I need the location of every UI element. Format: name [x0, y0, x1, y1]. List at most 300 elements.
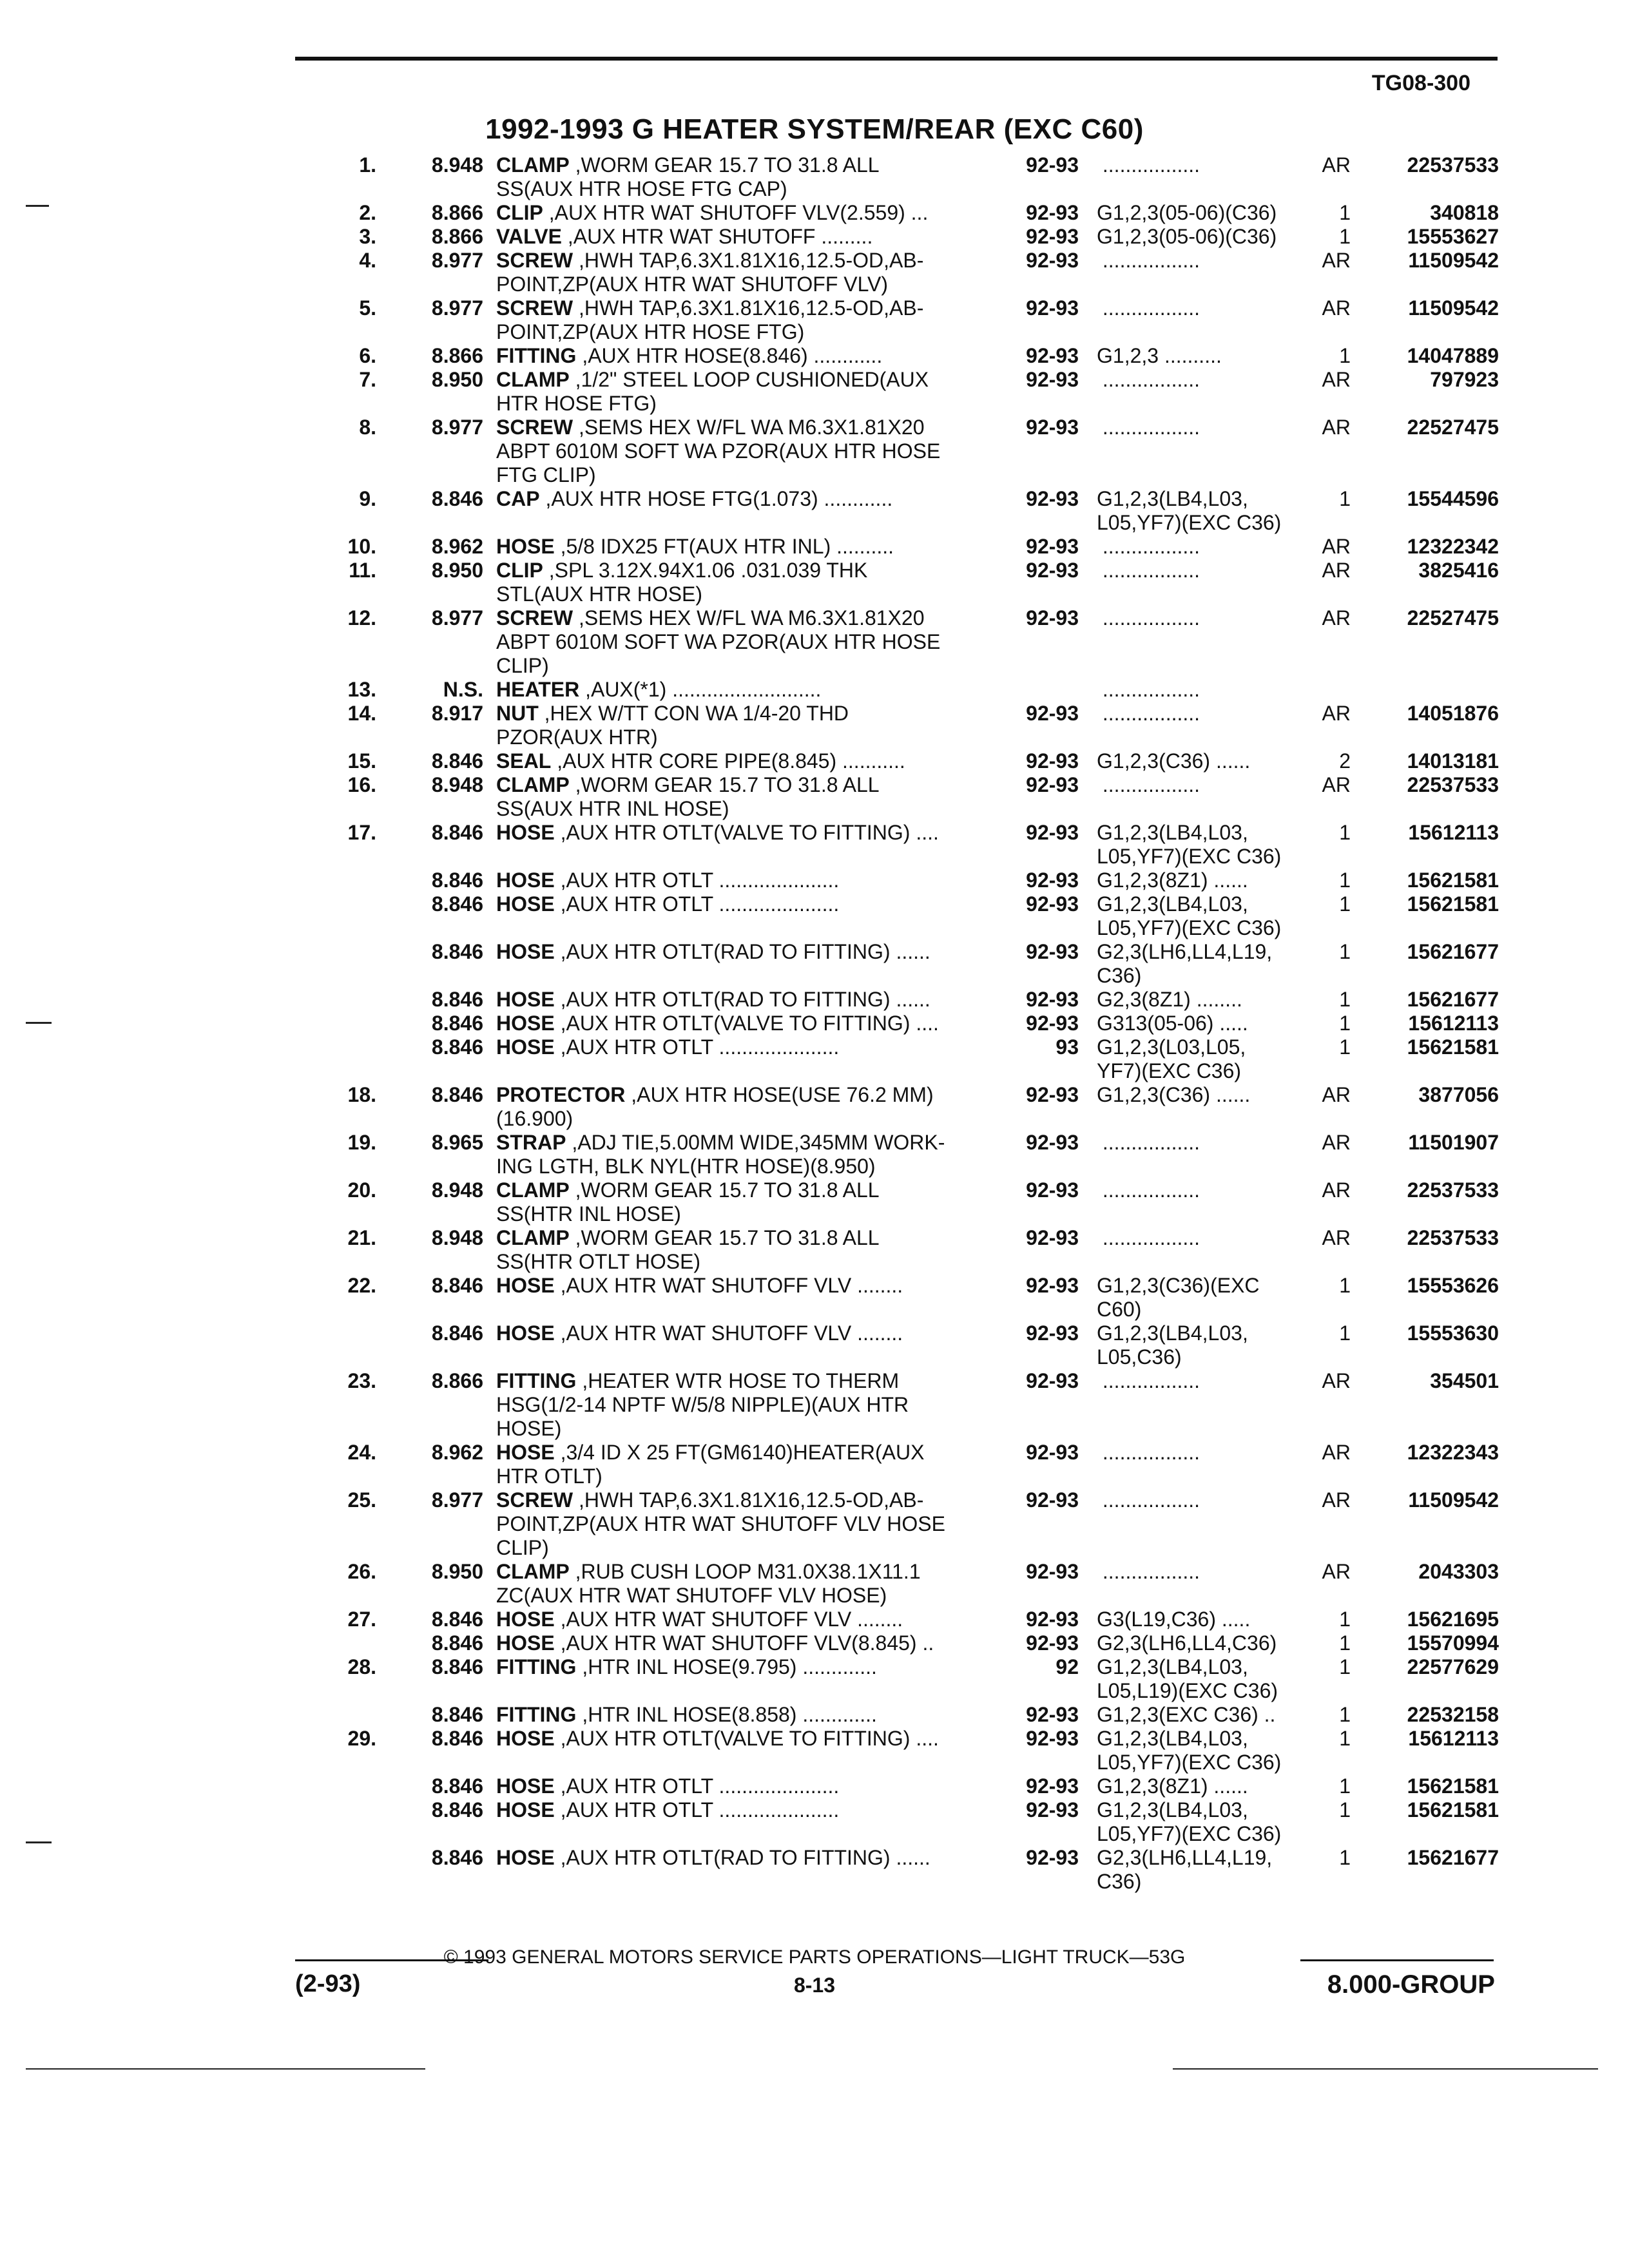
quantity: [1318, 1465, 1351, 1488]
model-years: [996, 177, 1079, 201]
group-number: 8.846: [431, 1035, 483, 1059]
description: [496, 1488, 996, 1512]
part-description: ,AUX HTR OTLT(VALVE TO FITTING) ....: [554, 1012, 939, 1035]
part-name: NUT: [496, 702, 539, 725]
usage: L05,L19)(EXC C36): [1097, 1679, 1278, 1702]
usage: [1097, 1107, 1318, 1131]
part-description: ,AUX HTR WAT SHUTOFF VLV ........: [554, 1608, 903, 1631]
ref-number: [309, 654, 376, 678]
ref-number: 11.: [349, 559, 376, 582]
part-name: FITTING: [496, 344, 577, 367]
part-name: SEAL: [496, 749, 552, 773]
description: [496, 1107, 996, 1131]
table-row: [309, 964, 1499, 988]
usage: .................: [1097, 1369, 1200, 1392]
table-row: [309, 1727, 1499, 1751]
usage: .................: [1097, 153, 1200, 177]
quantity: AR: [1322, 1441, 1351, 1464]
description: [496, 559, 996, 582]
part-name: HOSE: [496, 1441, 555, 1464]
ref-number: [309, 892, 376, 916]
usage: .................: [1097, 1488, 1200, 1512]
model-years: 92-93: [1026, 1846, 1079, 1869]
model-years: 92-93: [1026, 559, 1079, 582]
part-number: [1351, 582, 1499, 606]
quantity: 1: [1339, 869, 1351, 892]
ref-number: [309, 511, 376, 535]
part-number: 15621581: [1407, 1035, 1499, 1059]
page-code: TG08-300: [1371, 71, 1470, 95]
part-number: 22537533: [1407, 153, 1499, 177]
table-row: [309, 1512, 1499, 1536]
model-years: [996, 392, 1079, 416]
quantity: 1: [1339, 821, 1351, 844]
usage: G2,3(8Z1) ........: [1097, 988, 1242, 1011]
description: [496, 416, 996, 439]
description: [496, 201, 996, 225]
quantity: [1318, 392, 1351, 416]
quantity: [1318, 678, 1351, 702]
model-years: [996, 1202, 1079, 1226]
group-number: 8.846: [431, 1655, 483, 1678]
quantity: AR: [1322, 368, 1351, 391]
usage: [1097, 1417, 1318, 1441]
table-row: [309, 463, 1499, 487]
table-row: [309, 1250, 1499, 1274]
quantity: [1318, 916, 1351, 940]
part-number: [1351, 392, 1499, 416]
part-number: [1351, 1298, 1499, 1321]
part-number: [1351, 1679, 1499, 1703]
table-row: [309, 726, 1499, 749]
group-number: [376, 1250, 483, 1274]
model-years: [996, 1107, 1079, 1131]
usage: G1,2,3(C36)(EXC: [1097, 1274, 1260, 1297]
part-number: [1351, 1107, 1499, 1131]
part-name: PROTECTOR: [496, 1083, 626, 1106]
description: [496, 1751, 996, 1774]
table-row: [309, 201, 1499, 225]
group-number: 8.846: [431, 1274, 483, 1297]
part-description: POINT,ZP(AUX HTR WAT SHUTOFF VLV): [496, 273, 889, 296]
model-years: 92-93: [1026, 1226, 1079, 1249]
group-number: 8.846: [431, 1798, 483, 1821]
quantity: AR: [1322, 773, 1351, 796]
usage: [1097, 726, 1318, 749]
quantity: [1318, 1059, 1351, 1083]
usage: G1,2,3(LB4,L03,: [1097, 892, 1248, 916]
description: [496, 344, 996, 368]
ref-number: 23.: [347, 1369, 376, 1392]
part-number: 11509542: [1408, 296, 1499, 320]
part-description: ,SEMS HEX W/FL WA M6.3X1.81X20: [573, 606, 925, 629]
usage: .................: [1097, 368, 1200, 391]
description: [496, 940, 996, 964]
part-description: ,AUX HTR HOSE(USE 76.2 MM): [625, 1083, 934, 1106]
model-years: [996, 1536, 1079, 1560]
quantity: 1: [1339, 225, 1351, 248]
ref-number: 10.: [347, 535, 376, 558]
quantity: 1: [1339, 201, 1351, 224]
part-description: ,AUX HTR WAT SHUTOFF VLV(8.845) ..: [554, 1631, 934, 1655]
group-number: [376, 582, 483, 606]
description: [496, 1465, 996, 1488]
group-number: 8.846: [431, 869, 483, 892]
part-description: ABPT 6010M SOFT WA PZOR(AUX HTR HOSE: [496, 439, 941, 463]
group-number: 8.846: [431, 1727, 483, 1750]
part-name: HOSE: [496, 1846, 555, 1869]
part-number: 11501907: [1408, 1131, 1499, 1154]
part-description: ,AUX HTR OTLT .....................: [554, 869, 840, 892]
model-years: [996, 916, 1079, 940]
description: [496, 1417, 996, 1441]
table-row: [309, 1274, 1499, 1298]
model-years: 92: [1055, 1655, 1079, 1678]
group-number: 8.977: [431, 416, 483, 439]
part-number: [1351, 1536, 1499, 1560]
scan-line: [26, 2068, 425, 2070]
ref-number: 29.: [347, 1727, 376, 1750]
description: [496, 1345, 996, 1369]
model-years: 92-93: [1026, 153, 1079, 177]
part-number: 15621581: [1407, 1774, 1499, 1798]
ref-number: [309, 1584, 376, 1608]
part-description: ,AUX HTR WAT SHUTOFF .........: [561, 225, 873, 248]
table-row: [309, 1345, 1499, 1369]
table-row: [309, 1679, 1499, 1703]
ref-number: [309, 1631, 376, 1655]
table-row: [309, 1131, 1499, 1155]
table-row: [309, 153, 1499, 177]
part-name: HOSE: [496, 821, 555, 844]
quantity: [1318, 964, 1351, 988]
table-row: [309, 344, 1499, 368]
part-number: [1351, 177, 1499, 201]
group-number: [376, 916, 483, 940]
usage: G1,2,3(8Z1) ......: [1097, 1774, 1248, 1798]
part-number: 14051876: [1407, 702, 1499, 725]
usage: .................: [1097, 249, 1200, 272]
part-name: FITTING: [496, 1369, 577, 1392]
quantity: 2: [1339, 749, 1351, 773]
part-number: [1351, 1822, 1499, 1846]
usage: [1097, 1512, 1318, 1536]
usage: C60): [1097, 1298, 1142, 1321]
quantity: [1318, 726, 1351, 749]
part-description: ,ADJ TIE,5.00MM WIDE,345MM WORK-: [566, 1131, 945, 1154]
part-number: [1351, 1751, 1499, 1774]
ref-number: [309, 1536, 376, 1560]
table-row: [309, 1846, 1499, 1870]
part-description: ,HWH TAP,6.3X1.81X16,12.5-OD,AB-: [573, 296, 924, 320]
table-row: [309, 1083, 1499, 1107]
usage: G1,2,3(05-06)(C36): [1097, 201, 1277, 224]
table-row: [309, 1298, 1499, 1321]
part-number: [1351, 797, 1499, 821]
ref-number: [309, 630, 376, 654]
description: [496, 1393, 996, 1417]
usage: C36): [1097, 964, 1142, 987]
description: [496, 320, 996, 344]
ref-number: [309, 392, 376, 416]
quantity: [1318, 1822, 1351, 1846]
table-row: [309, 1441, 1499, 1465]
part-number: 15553626: [1407, 1274, 1499, 1297]
description: [496, 988, 996, 1012]
usage: G1,2,3(05-06)(C36): [1097, 225, 1277, 248]
table-row: [309, 1178, 1499, 1202]
quantity: AR: [1322, 1369, 1351, 1392]
table-row: [309, 845, 1499, 869]
model-years: [996, 463, 1079, 487]
quantity: [1318, 320, 1351, 344]
model-years: 92-93: [1026, 869, 1079, 892]
usage: [1097, 1536, 1318, 1560]
ref-number: [309, 940, 376, 964]
part-number: 15553627: [1407, 225, 1499, 248]
ref-number: [309, 1250, 376, 1274]
ref-number: 1.: [359, 153, 376, 177]
group-number: 8.846: [431, 1321, 483, 1345]
top-rule: [295, 57, 1498, 61]
usage: [1097, 1155, 1318, 1178]
model-years: [996, 1059, 1079, 1083]
ref-number: 15.: [347, 749, 376, 773]
description: [496, 1870, 996, 1894]
usage: L05,C36): [1097, 1345, 1182, 1369]
part-number: 11509542: [1408, 249, 1499, 272]
part-number: 15621581: [1407, 892, 1499, 916]
part-number: [1351, 273, 1499, 296]
model-years: [996, 1250, 1079, 1274]
group-number: 8.846: [431, 821, 483, 844]
part-description: ,HTR INL HOSE(9.795) .............: [576, 1655, 877, 1678]
part-name: HOSE: [496, 1631, 555, 1655]
group-number: [376, 1512, 483, 1536]
part-description: ,AUX HTR OTLT .....................: [554, 1035, 840, 1059]
ref-number: 9.: [359, 487, 376, 510]
model-years: 92-93: [1026, 1131, 1079, 1154]
model-years: 92-93: [1026, 1369, 1079, 1392]
table-row: [309, 1035, 1499, 1059]
group-number: 8.846: [431, 1703, 483, 1726]
part-number: [1351, 1417, 1499, 1441]
model-years: 92-93: [1026, 1608, 1079, 1631]
part-number: 15621677: [1407, 940, 1499, 963]
ref-number: 26.: [347, 1560, 376, 1583]
table-row: [309, 177, 1499, 201]
usage: [1097, 1202, 1318, 1226]
usage: [1097, 630, 1318, 654]
ref-number: [309, 1751, 376, 1774]
usage: C36): [1097, 1870, 1142, 1893]
part-number: 22537533: [1407, 1226, 1499, 1249]
usage: [1097, 392, 1318, 416]
ref-number: [309, 988, 376, 1012]
description: [496, 1250, 996, 1274]
ref-number: 12.: [347, 606, 376, 629]
part-name: CLAMP: [496, 1178, 570, 1202]
group-number: [376, 439, 483, 463]
group-number: 8.846: [431, 1608, 483, 1631]
part-number: [1351, 1870, 1499, 1894]
part-number: [1351, 1059, 1499, 1083]
group-number: 8.846: [431, 892, 483, 916]
table-row: [309, 606, 1499, 630]
usage: G1,2,3(LB4,L03,: [1097, 821, 1248, 844]
description: [496, 1226, 996, 1250]
part-name: HOSE: [496, 1035, 555, 1059]
ref-number: 7.: [359, 368, 376, 391]
table-row: [309, 773, 1499, 797]
ref-number: [309, 1870, 376, 1894]
quantity: 1: [1339, 1655, 1351, 1678]
usage: G2,3(LH6,LL4,C36): [1097, 1631, 1277, 1655]
description: [496, 845, 996, 869]
table-row: [309, 940, 1499, 964]
model-years: 92-93: [1026, 296, 1079, 320]
table-row: [309, 1536, 1499, 1560]
part-name: CLAMP: [496, 1560, 570, 1583]
group-number: [376, 845, 483, 869]
part-description: ,AUX HTR OTLT(RAD TO FITTING) ......: [554, 988, 930, 1011]
table-row: [309, 225, 1499, 249]
ref-number: [309, 1321, 376, 1345]
quantity: 1: [1339, 1727, 1351, 1750]
group-number: 8.866: [431, 1369, 483, 1392]
group-number: 8.977: [431, 1488, 483, 1512]
description: [496, 1727, 996, 1751]
usage: .................: [1097, 678, 1200, 701]
group-number: [376, 511, 483, 535]
quantity: AR: [1322, 1083, 1351, 1106]
part-description: ,WORM GEAR 15.7 TO 31.8 ALL: [569, 1226, 880, 1249]
description: [496, 177, 996, 201]
part-name: HOSE: [496, 988, 555, 1011]
usage: .................: [1097, 1131, 1200, 1154]
part-description: STL(AUX HTR HOSE): [496, 582, 703, 606]
group-number: 8.977: [431, 249, 483, 272]
group-number: [376, 726, 483, 749]
part-number: [1351, 654, 1499, 678]
description: [496, 1178, 996, 1202]
quantity: 1: [1339, 1274, 1351, 1297]
part-name: FITTING: [496, 1655, 577, 1678]
ref-number: [309, 1393, 376, 1417]
group-number: 8.846: [431, 1083, 483, 1106]
quantity: 1: [1339, 344, 1351, 367]
quantity: [1318, 654, 1351, 678]
part-description: CLIP): [496, 654, 549, 677]
table-row: [309, 249, 1499, 273]
part-description: PZOR(AUX HTR): [496, 726, 658, 749]
part-number: 15544596: [1407, 487, 1499, 510]
ref-number: 20.: [347, 1178, 376, 1202]
model-years: 92-93: [1026, 1798, 1079, 1821]
model-years: [996, 273, 1079, 296]
part-name: HOSE: [496, 1321, 555, 1345]
usage: .................: [1097, 773, 1200, 796]
model-years: 92-93: [1026, 1321, 1079, 1345]
description: [496, 1059, 996, 1083]
part-number: [1351, 678, 1499, 702]
quantity: AR: [1322, 1226, 1351, 1249]
group-number: 8.846: [431, 1774, 483, 1798]
table-row: [309, 1226, 1499, 1250]
quantity: [1318, 630, 1351, 654]
group-number: 8.977: [431, 606, 483, 629]
ref-number: [309, 1679, 376, 1703]
description: [496, 892, 996, 916]
description: [496, 654, 996, 678]
description: [496, 797, 996, 821]
part-description: HOSE): [496, 1417, 562, 1440]
description: [496, 1274, 996, 1298]
ref-number: 28.: [347, 1655, 376, 1678]
group-number: 8.950: [431, 1560, 483, 1583]
group-number: [376, 1059, 483, 1083]
model-years: [996, 439, 1079, 463]
table-row: [309, 582, 1499, 606]
part-description: ,5/8 IDX25 FT(AUX HTR INL) ..........: [554, 535, 894, 558]
part-name: HEATER: [496, 678, 580, 701]
model-years: [996, 964, 1079, 988]
usage: G1,2,3(C36) ......: [1097, 1083, 1251, 1106]
quantity: AR: [1322, 1131, 1351, 1154]
table-row: [309, 1488, 1499, 1512]
group-number: 8.950: [431, 368, 483, 391]
part-number: 22537533: [1407, 1178, 1499, 1202]
description: [496, 153, 996, 177]
ref-number: [309, 964, 376, 988]
quantity: [1318, 1393, 1351, 1417]
description: [496, 1703, 996, 1727]
ref-number: [309, 1846, 376, 1870]
part-description: ABPT 6010M SOFT WA PZOR(AUX HTR HOSE: [496, 630, 941, 653]
part-number: 15570994: [1407, 1631, 1499, 1655]
part-description: ,3/4 ID X 25 FT(GM6140)HEATER(AUX: [554, 1441, 925, 1464]
group-number: 8.948: [431, 773, 483, 796]
description: [496, 1012, 996, 1035]
part-name: HOSE: [496, 1774, 555, 1798]
model-years: 92-93: [1026, 535, 1079, 558]
part-number: [1351, 1465, 1499, 1488]
table-row: [309, 296, 1499, 320]
group-number: [376, 273, 483, 296]
description: [496, 1679, 996, 1703]
part-description: ,HEATER WTR HOSE TO THERM: [576, 1369, 900, 1392]
quantity: 1: [1339, 1774, 1351, 1798]
part-description: SS(HTR OTLT HOSE): [496, 1250, 701, 1273]
part-number: 15621581: [1407, 869, 1499, 892]
part-number: [1351, 726, 1499, 749]
usage: G1,2,3(L03,L05,: [1097, 1035, 1246, 1059]
table-row: [309, 1012, 1499, 1035]
part-name: HOSE: [496, 940, 555, 963]
quantity: AR: [1322, 606, 1351, 629]
ref-number: [309, 1512, 376, 1536]
ref-number: [309, 1822, 376, 1846]
margin-mark: [26, 1022, 52, 1024]
part-description: ,AUX HTR OTLT .....................: [554, 892, 840, 916]
part-name: CLAMP: [496, 773, 570, 796]
table-row: [309, 416, 1499, 439]
model-years: 92-93: [1026, 821, 1079, 844]
ref-number: 24.: [347, 1441, 376, 1464]
quantity: 1: [1339, 1798, 1351, 1821]
part-number: 3825416: [1418, 559, 1499, 582]
quantity: AR: [1322, 535, 1351, 558]
